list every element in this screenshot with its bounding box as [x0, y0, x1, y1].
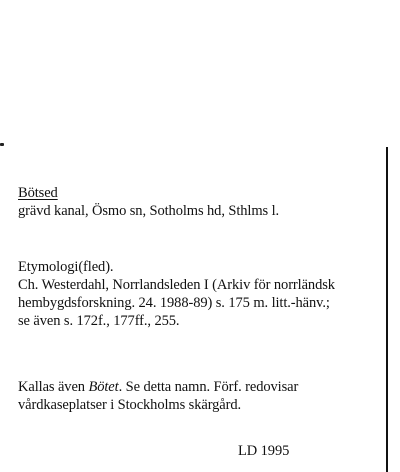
- alt-name: Bötet: [88, 379, 119, 395]
- card-edge-line: [386, 147, 388, 472]
- source-line: se även s. 172f., 177ff., 255.: [18, 313, 180, 329]
- note-suffix: . Se detta namn. Förf. redovisar: [118, 379, 299, 395]
- margin-mark: [0, 143, 4, 146]
- signature: LD 1995: [238, 443, 290, 459]
- etymology-label: Etymologi(fled).: [18, 259, 114, 275]
- note-line: [18, 378, 298, 397]
- definition: grävd kanal, Ösmo sn, Sotholms hd, Sthlms l.: [18, 203, 280, 219]
- source-line: Ch. Westerdahl, Norrlandsleden I (Arkiv för norrländsk: [18, 277, 335, 293]
- headword: Bötsed: [18, 185, 58, 201]
- source-line: hembygdsforskning. 24. 1988-89) s. 175 m. litt.-hänv.;: [18, 295, 330, 311]
- note-prefix: Kallas även: [18, 379, 89, 395]
- note-line: vårdkaseplatser i Stockholms skärgård.: [18, 397, 242, 413]
